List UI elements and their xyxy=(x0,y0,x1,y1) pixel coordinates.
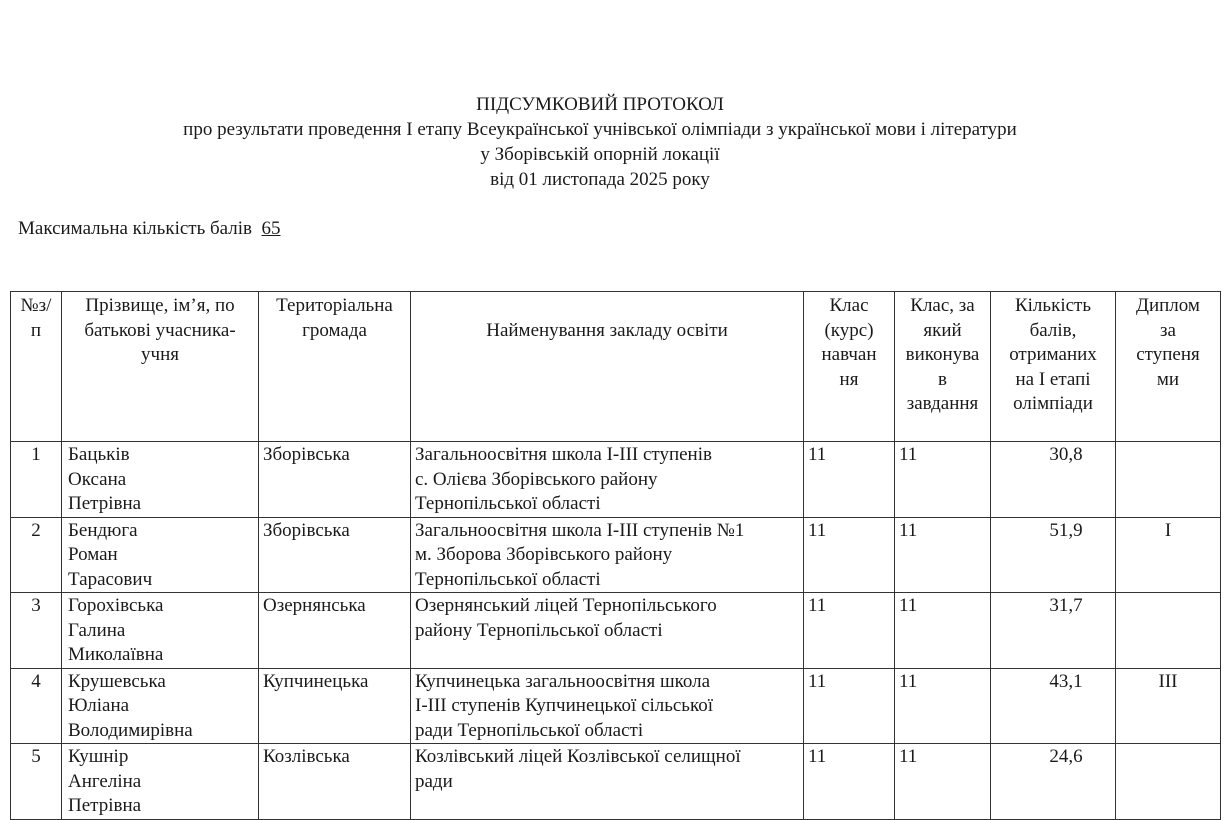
cell-line: ня xyxy=(839,368,859,390)
header-num xyxy=(11,292,62,442)
cell-line: Галина xyxy=(68,619,126,641)
cell-line: м. Зборова Зборівського району xyxy=(415,544,673,565)
cell-line: Територіальна xyxy=(276,295,393,316)
cell-line: Бендюга xyxy=(68,519,138,541)
row-name xyxy=(62,668,259,744)
cell-line: Тернопільської області xyxy=(415,568,601,590)
cell-line: Горохівська xyxy=(68,595,164,616)
row-diploma: ІІІ xyxy=(1116,668,1221,744)
row-score: 24,6 xyxy=(991,744,1116,820)
row-grade: 11 xyxy=(804,442,895,518)
cell-line: Загальноосвітня школа І-ІІІ ступенів xyxy=(415,444,712,465)
row-name xyxy=(62,593,259,669)
max-score-value: 65 xyxy=(261,218,281,239)
cell-line: Роман xyxy=(68,544,118,565)
row-grade: 11 xyxy=(804,668,895,744)
protocol-header xyxy=(0,92,1200,192)
cell-line: ради Тернопільської області xyxy=(415,719,644,741)
cell-line: Кушнір xyxy=(68,746,129,767)
row-score: 43,1 xyxy=(991,668,1116,744)
cell-line: Бацьків xyxy=(68,444,130,465)
cell-line: завдання xyxy=(906,393,979,414)
row-name xyxy=(62,442,259,518)
cell-line: Крушевська xyxy=(68,670,166,692)
cell-line: Купчинецька загальноосвітня школа xyxy=(415,670,711,692)
cell-line: в xyxy=(938,368,947,390)
row-grade-task: 11 xyxy=(895,744,991,820)
cell-line: за xyxy=(1160,319,1176,341)
row-num: 1 xyxy=(11,442,62,518)
row-diploma xyxy=(1116,442,1221,518)
cell-line: Тарасович xyxy=(68,568,153,590)
row-community: Зборівська xyxy=(259,517,411,593)
cell-line: Оксана xyxy=(68,468,127,490)
row-school xyxy=(411,593,804,669)
cell-line: Петрівна xyxy=(68,493,142,514)
cell-line: району Тернопільської області xyxy=(415,619,663,641)
row-school xyxy=(411,517,804,593)
row-grade: 11 xyxy=(804,744,895,820)
table-row xyxy=(11,668,1221,744)
protocol-subtitle: про результати проведення І етапу Всеукраїнської учнівської олімпіади з української мови і літератури xyxy=(183,119,1017,140)
row-community: Озернянська xyxy=(259,593,411,669)
row-grade: 11 xyxy=(804,593,895,669)
table-row xyxy=(11,744,1221,820)
cell-line: отриманих xyxy=(1009,344,1097,365)
cell-line: п xyxy=(30,319,42,341)
cell-line: Прізвище, ім’я, по xyxy=(85,295,235,316)
header-grade-task xyxy=(895,292,991,442)
header-score xyxy=(991,292,1116,442)
cell-line: №з/ xyxy=(20,295,52,316)
cell-line: Тернопільської області xyxy=(415,493,601,514)
row-school xyxy=(411,668,804,744)
row-grade-task: 11 xyxy=(895,593,991,669)
cell-line: Найменування закладу освіти xyxy=(486,320,728,341)
cell-line: с. Олієва Зборівського району xyxy=(415,468,658,490)
protocol-date: від 01 листопада 2025 року xyxy=(490,169,710,190)
cell-line: Юліана xyxy=(68,695,130,716)
cell-line: (курс) xyxy=(824,319,874,341)
row-name xyxy=(62,744,259,820)
row-community: Купчинецька xyxy=(259,668,411,744)
cell-line: учня xyxy=(141,344,179,365)
header-grade xyxy=(804,292,895,442)
row-school xyxy=(411,744,804,820)
row-diploma xyxy=(1116,593,1221,669)
row-num: 5 xyxy=(11,744,62,820)
cell-line: Козлівський ліцей Козлівської селищної xyxy=(415,746,741,767)
cell-line: олімпіади xyxy=(1013,393,1093,414)
cell-line: Володимирівна xyxy=(68,719,193,741)
cell-line: Загальноосвітня школа І-ІІІ ступенів №1 xyxy=(415,519,745,541)
cell-line: Петрівна xyxy=(68,795,142,816)
table-row xyxy=(11,593,1221,669)
cell-line: на І етапі xyxy=(1015,368,1091,390)
cell-line: ступеня xyxy=(1136,344,1200,365)
cell-line: балів, xyxy=(1029,319,1077,341)
table-header-row xyxy=(11,292,1221,442)
cell-line: ми xyxy=(1156,368,1180,390)
cell-line: І-ІІІ ступенів Купчинецької сільської xyxy=(415,695,714,716)
row-grade-task: 11 xyxy=(895,517,991,593)
table-row xyxy=(11,517,1221,593)
table-row xyxy=(11,442,1221,518)
header-school xyxy=(411,292,804,442)
cell-line: батькові учасника- xyxy=(84,319,236,341)
row-score: 30,8 xyxy=(991,442,1116,518)
max-score-label: Максимальна кількість балів xyxy=(18,218,252,239)
cell-line: Озернянський ліцей Тернопільського xyxy=(415,595,717,616)
cell-line: Клас, за xyxy=(910,295,975,316)
row-name xyxy=(62,517,259,593)
cell-line: Диплом xyxy=(1136,295,1200,316)
protocol-location: у Зборівській опорній локації xyxy=(480,144,720,165)
header-name xyxy=(62,292,259,442)
cell-line: виконува xyxy=(905,344,980,365)
row-community: Козлівська xyxy=(259,744,411,820)
cell-line: навчан xyxy=(821,344,877,365)
row-num: 3 xyxy=(11,593,62,669)
cell-line: громада xyxy=(302,319,367,341)
row-grade-task: 11 xyxy=(895,668,991,744)
results-table xyxy=(10,291,1221,820)
row-num: 2 xyxy=(11,517,62,593)
header-diploma xyxy=(1116,292,1221,442)
header-community xyxy=(259,292,411,442)
cell-line: ради xyxy=(415,770,453,792)
row-score: 31,7 xyxy=(991,593,1116,669)
cell-line: Ангеліна xyxy=(68,770,142,792)
cell-line: Кількість xyxy=(1014,295,1091,316)
row-diploma xyxy=(1116,744,1221,820)
row-grade: 11 xyxy=(804,517,895,593)
row-community: Зборівська xyxy=(259,442,411,518)
row-school xyxy=(411,442,804,518)
cell-line: який xyxy=(923,319,962,341)
protocol-title: ПІДСУМКОВИЙ ПРОТОКОЛ xyxy=(476,94,724,115)
row-grade-task: 11 xyxy=(895,442,991,518)
max-score-line xyxy=(18,218,281,240)
row-score: 51,9 xyxy=(991,517,1116,593)
row-diploma: І xyxy=(1116,517,1221,593)
cell-line: Миколаївна xyxy=(68,644,164,665)
row-num: 4 xyxy=(11,668,62,744)
cell-line: Клас xyxy=(829,295,869,316)
